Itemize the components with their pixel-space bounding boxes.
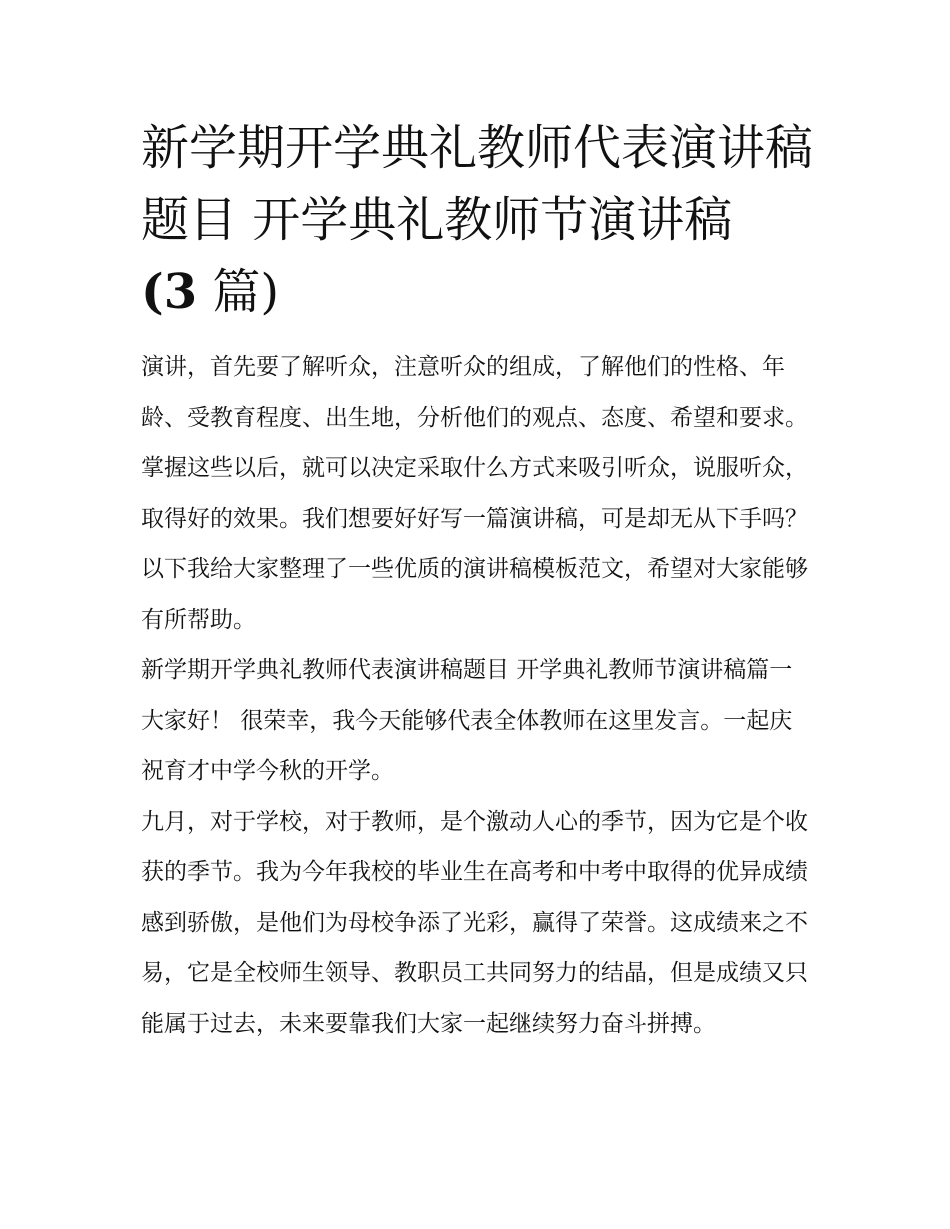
title-suffix: 篇) bbox=[197, 264, 280, 320]
document-title bbox=[141, 112, 813, 328]
intro-paragraph: 演讲，首先要了解听众，注意听众的组成，了解他们的性格、年龄、受教育程度、出生地，分析他们的观点、态度、希望和要求。掌握这些以后，就可以决定采取什么方式来吸引听众，说服听众，取得好的效果。我们想要好好写一篇演讲稿，可是却无从下手吗？以下我给大家整理了一些优质的演讲稿模板范文，希望对大家能够有所帮助。 bbox=[141, 354, 808, 633]
document-page bbox=[141, 112, 813, 1049]
title-text: 新学期开学典礼教师代表演讲稿题目 开学典礼教师节演讲稿 bbox=[141, 120, 814, 248]
title-count: (3 bbox=[141, 264, 198, 320]
body-paragraph: 九月，对于学校，对于教师，是个激动人心的季节，因为它是个收获的季节。我为今年我校的毕业生在高考和中考中取得的优异成绩感到骄傲，是他们为母校争添了光彩，赢得了荣誉。这成绩来之不易，它是全校师生领导、教职员工共同努力的结晶，但是成绩又只能属于过去，未来要靠我们大家一起继续努力奋斗拼搏。 bbox=[141, 808, 808, 1037]
speech-heading-paragraph: 新学期开学典礼教师代表演讲稿题目 开学典礼教师节演讲稿篇一 大家好！ 很荣幸，我今天能够代表全体教师在这里发言。一起庆祝育才中学今秋的开学。 bbox=[141, 657, 793, 784]
